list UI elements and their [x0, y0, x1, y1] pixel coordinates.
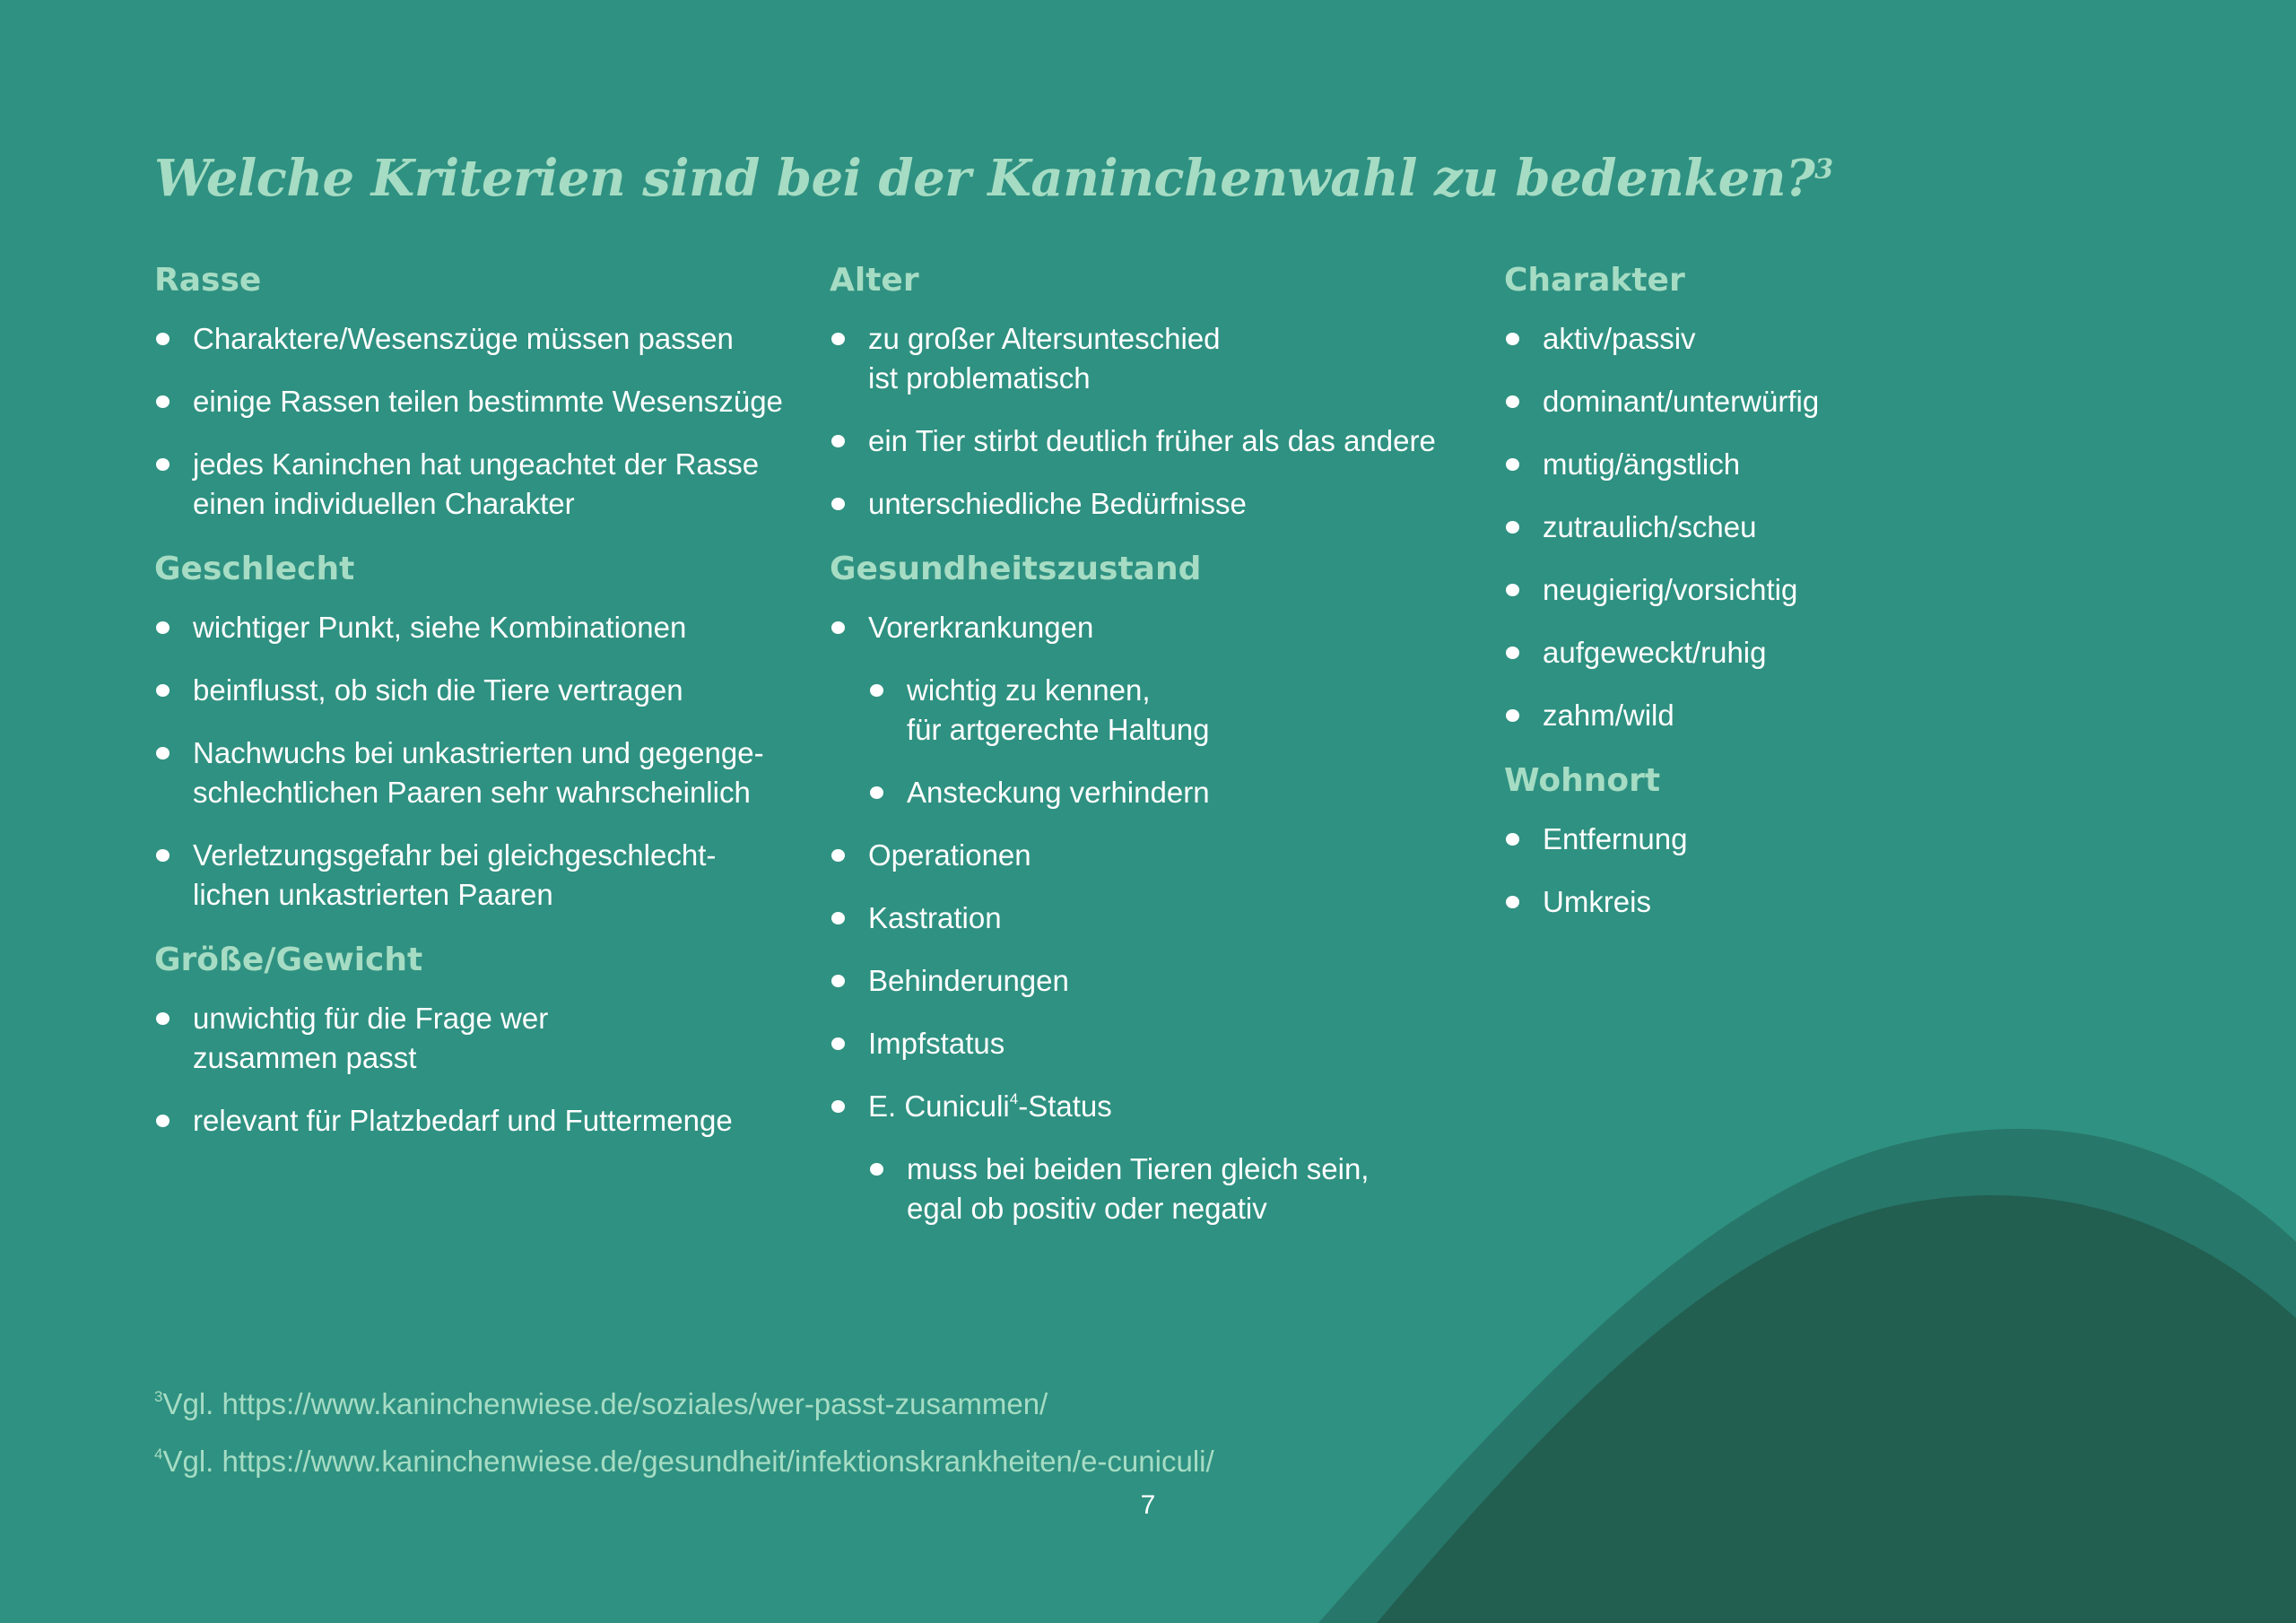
- list-item: [154, 999, 818, 1078]
- section-heading: Geschlecht: [154, 551, 355, 587]
- list-item: [154, 836, 818, 915]
- list-item-text: ein Tier stirbt deutlich früher als das andere: [868, 424, 1436, 457]
- list-item-text: zutraulich/scheu: [1543, 510, 1757, 543]
- section-heading: Alter: [830, 262, 919, 299]
- footnote-text: Vgl. https://www.kaninchenwiese.de/gesundheit/infektionskrankheiten/e-cuniculi/: [162, 1445, 1214, 1478]
- section-heading: Charakter: [1504, 262, 1685, 299]
- list-item: [154, 445, 818, 524]
- list-item-text: Charaktere/Wesenszüge müssen passen: [193, 322, 734, 355]
- list-item-text: dominant/unterwürfig: [1543, 385, 1820, 418]
- footnote-number: 4: [154, 1445, 163, 1462]
- footnote-text: Vgl. https://www.kaninchenwiese.de/soziales/wer-passt-zusammen/: [162, 1387, 1048, 1420]
- bullet-list: [830, 608, 1493, 1228]
- list-item: [830, 1087, 1493, 1126]
- list-item: [1504, 570, 2132, 610]
- list-item-text: beinflusst, ob sich die Tiere vertragen: [193, 673, 683, 707]
- list-item-text: wichtig zu kennen, für artgerechte Haltung: [907, 673, 1210, 746]
- title-text: Welche Kriterien sind bei der Kaninchenwahl zu bedenken?: [154, 149, 1815, 208]
- sub-list-item: [868, 1150, 1493, 1228]
- list-item: [1504, 633, 2132, 673]
- page-number: 7: [1140, 1490, 1156, 1520]
- sub-list-item: [868, 773, 1493, 812]
- list-item-text: Kastration: [868, 901, 1002, 934]
- column-1: [154, 258, 818, 1164]
- footnote-4: [154, 1442, 1214, 1481]
- list-item-text: einige Rassen teilen bestimmte Wesenszüge: [193, 385, 783, 418]
- list-item-text: jedes Kaninchen hat ungeachtet der Rasse einen individuellen Charakter: [193, 447, 760, 520]
- footnotes: [154, 1384, 1214, 1499]
- section-rasse: [154, 258, 818, 524]
- section-charakter: [1504, 258, 2132, 735]
- list-item-text: Nachwuchs bei unkastrierten und gegenge- schlechtlichen Paaren sehr wahrscheinlich: [193, 736, 764, 809]
- list-item-text: mutig/ängstlich: [1543, 447, 1741, 481]
- footnote-3: [154, 1384, 1214, 1424]
- page-title: [154, 149, 1833, 208]
- list-item-text: Entfernung: [1543, 822, 1688, 855]
- list-item: [830, 608, 1493, 647]
- list-item: [830, 421, 1493, 461]
- section-heading: Rasse: [154, 262, 262, 299]
- list-item-text: Operationen: [868, 838, 1031, 872]
- list-item: [830, 319, 1493, 398]
- title-footnote-ref: 3: [1814, 153, 1833, 186]
- bullet-list: [154, 999, 818, 1141]
- list-item: [154, 608, 818, 647]
- list-item-text: Ansteckung verhindern: [907, 776, 1210, 809]
- list-item: [1504, 382, 2132, 421]
- list-item-text: muss bei beiden Tieren gleich sein, egal ob positiv oder negativ: [907, 1152, 1370, 1225]
- list-item-text: aufgeweckt/ruhig: [1543, 636, 1767, 669]
- bullet-list: [830, 319, 1493, 524]
- list-item-text: neugierig/vorsichtig: [1543, 573, 1798, 606]
- column-2: [830, 258, 1493, 1252]
- footnote-ref: 4: [1009, 1090, 1019, 1107]
- sub-list-item: [868, 671, 1493, 750]
- bullet-list: [154, 608, 818, 915]
- section-größe-gewicht: [154, 938, 818, 1141]
- bullet-list: [1504, 319, 2132, 735]
- list-item: [830, 961, 1493, 1001]
- list-item-text: Vorerkrankungen: [868, 611, 1094, 644]
- list-item-text: Umkreis: [1543, 885, 1651, 918]
- list-item-text: relevant für Platzbedarf und Futtermenge: [193, 1104, 733, 1137]
- section-heading: Gesundheitszustand: [830, 551, 1202, 587]
- list-item: [154, 671, 818, 710]
- list-item-text: wichtiger Punkt, siehe Kombinationen: [193, 611, 687, 644]
- list-item-text: zu großer Altersunteschied ist problematisch: [868, 322, 1221, 395]
- section-alter: [830, 258, 1493, 524]
- list-item: [154, 733, 818, 812]
- list-item: [1504, 820, 2132, 859]
- list-item: [1504, 319, 2132, 359]
- bullet-list: [154, 319, 818, 524]
- list-item-text: Behinderungen: [868, 964, 1069, 997]
- section-geschlecht: [154, 547, 818, 915]
- list-item: [1504, 882, 2132, 922]
- list-item: [1504, 696, 2132, 735]
- footnote-number: 3: [154, 1388, 163, 1405]
- list-item-text: unterschiedliche Bedürfnisse: [868, 487, 1247, 520]
- section-heading: Größe/Gewicht: [154, 942, 423, 978]
- bullet-list: [1504, 820, 2132, 922]
- list-item: [154, 382, 818, 421]
- list-item-text: E. Cuniculi: [868, 1089, 1010, 1123]
- list-item-text: aktiv/passiv: [1543, 322, 1696, 355]
- section-wohnort: [1504, 759, 2132, 922]
- section-heading: Wohnort: [1504, 762, 1661, 799]
- list-item-text-suffix: -Status: [1018, 1089, 1112, 1123]
- list-item: [1504, 445, 2132, 484]
- list-item-text: zahm/wild: [1543, 699, 1674, 732]
- list-item: [154, 319, 818, 359]
- column-3: [1504, 258, 2132, 945]
- list-item-text: Impfstatus: [868, 1027, 1005, 1060]
- list-item: [1504, 508, 2132, 547]
- list-item: [830, 898, 1493, 938]
- list-item: [830, 484, 1493, 524]
- list-item-text: Verletzungsgefahr bei gleichgeschlecht- lichen unkastrierten Paaren: [193, 838, 717, 911]
- list-item-text: unwichtig für die Frage wer zusammen passt: [193, 1002, 549, 1074]
- list-item: [830, 1024, 1493, 1063]
- list-item: [830, 836, 1493, 875]
- section-gesundheitszustand: [830, 547, 1493, 1228]
- list-item: [154, 1101, 818, 1141]
